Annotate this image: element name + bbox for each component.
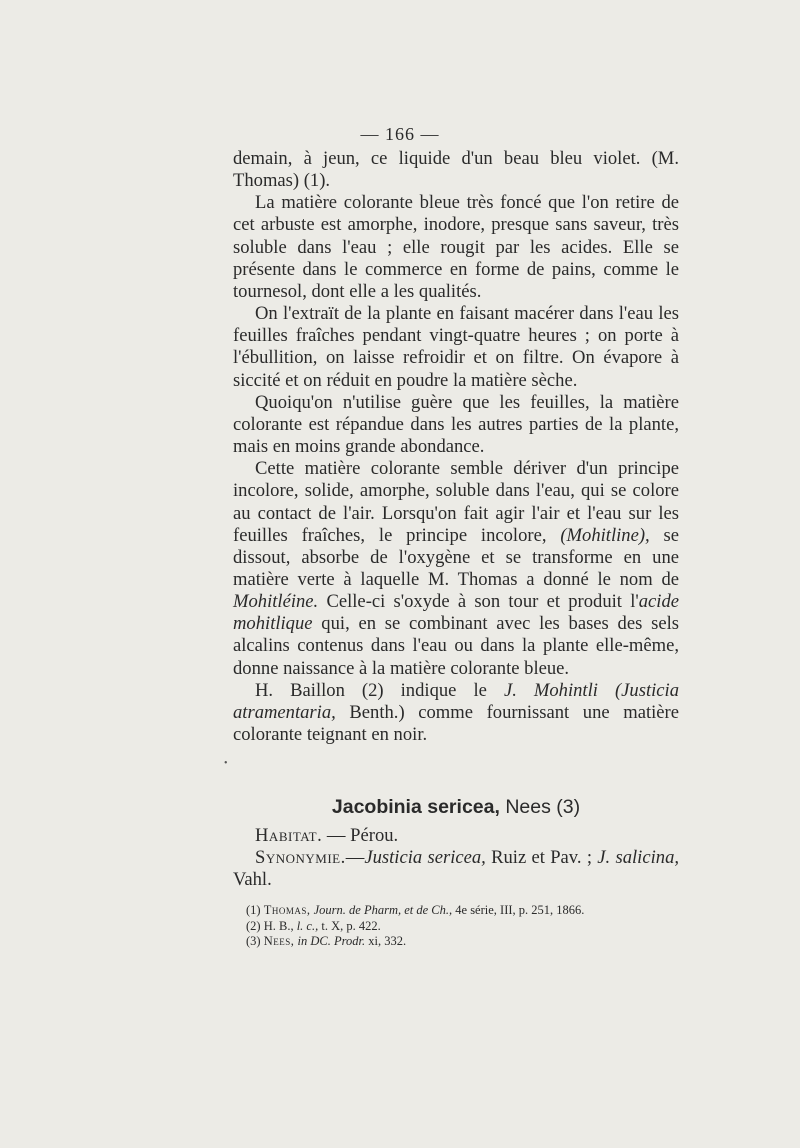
footnote-author: Thomas, [263,903,311,917]
italic-term: J. salicina, [597,847,680,868]
footnote [246,903,676,919]
habitat-line [233,825,679,847]
footnote-rest: t. X, p. 422. [318,918,381,933]
synonymie-line [233,847,679,891]
italic-term: acide mohitlique [233,591,679,635]
footnote-mark: (3) [246,934,264,948]
synonymie-label: Synonymie. [255,847,346,868]
text-run: Benth.) comme fournissant une matière colorante teignant en noir. [233,701,679,746]
section-heading [233,796,679,819]
footnote [246,934,676,950]
footnote-rest: xi, 332. [365,934,407,948]
text-run: Celle-ci s'oxyde à son tour et produit l' [318,591,639,613]
text-run: Ruiz et Pav. ; [485,847,598,868]
paragraph: demain, à jeun, ce liquide d'un beau bleu violet. (M. Thomas) (1). [233,148,679,192]
text-run: H. Baillon (2) indique le [255,679,504,701]
footnote-mark: (1) [246,903,264,917]
paragraph [233,680,679,746]
italic-term: J. Mohintli (Justicia atramentaria, [233,679,679,723]
footnote-title: in DC. Prodr. [294,934,366,948]
text-run: Cette matière colorante semble dériver d'un principe incolore, solide, amorphe, soluble dans l'eau, qui se colore au contact de l'air. Lorsqu'on fait agir l'air et l'eau sur les feuilles fraîches, le principe incolore, [233,458,679,546]
footnote-title: Journ. de Pharm, et de Ch., [310,903,453,917]
italic-term: Mohitléine. [233,591,319,613]
italic-term: (Mohitline), [560,524,650,546]
footnotes [246,903,676,950]
footnote-rest: 4e série, III, p. 251, 1866. [452,903,585,917]
italic-term: Justicia sericea, [364,847,486,868]
body-text [233,148,679,746]
habitat-value: — Pérou. [322,825,399,846]
footnote [246,919,676,935]
text-run: Vahl. [233,869,272,890]
paragraph: On l'extraït de la plante en faisant macérer dans l'eau les feuilles fraîches pendant vingt-quatre heures ; on porte à l'ébullition, on laisse refroidir et on filtre. On évapore à siccité et on réduit en poudre la matière sèche. [233,303,679,391]
footnote-author: Nees, [263,934,295,948]
footnote-title: l. c., [293,918,319,933]
page-number: — 166 — [360,124,440,144]
paragraph: La matière colorante bleue très foncé que l'on retire de cet arbuste est amorphe, inodore, presque sans saveur, très soluble dans l'eau ; elle rougit par les acides. Elle se présente dans le commerce en forme de pains, comme le tournesol, dont elle a les qualités. [233,192,679,302]
paragraph: Quoiqu'on n'utilise guère que les feuilles, la matière colorante est répandue dans les autres parties de la plante, mais en moins grande abondance. [233,391,679,458]
footnote-author: H. B., [263,918,294,933]
text-run: — [345,847,365,868]
footnote-mark: (2) [246,918,264,933]
text-run: se dissout, absorbe de l'oxygène et se transforme en une matière verte à laquelle M. Thomas a donné le nom de [233,524,680,590]
text-run: qui, en se combinant avec les bases des sels alcalins contenus dans l'eau ou dans la plante elle-même, donne naissance à la matière colorante bleue. [233,613,679,679]
paragraph [233,458,679,680]
species-author: Nees (3) [499,796,581,818]
species-name: Jacobinia sericea, [331,796,500,818]
species-section [233,825,679,891]
habitat-label: Habitat. [255,825,323,846]
margin-dot-icon: • [224,758,228,769]
